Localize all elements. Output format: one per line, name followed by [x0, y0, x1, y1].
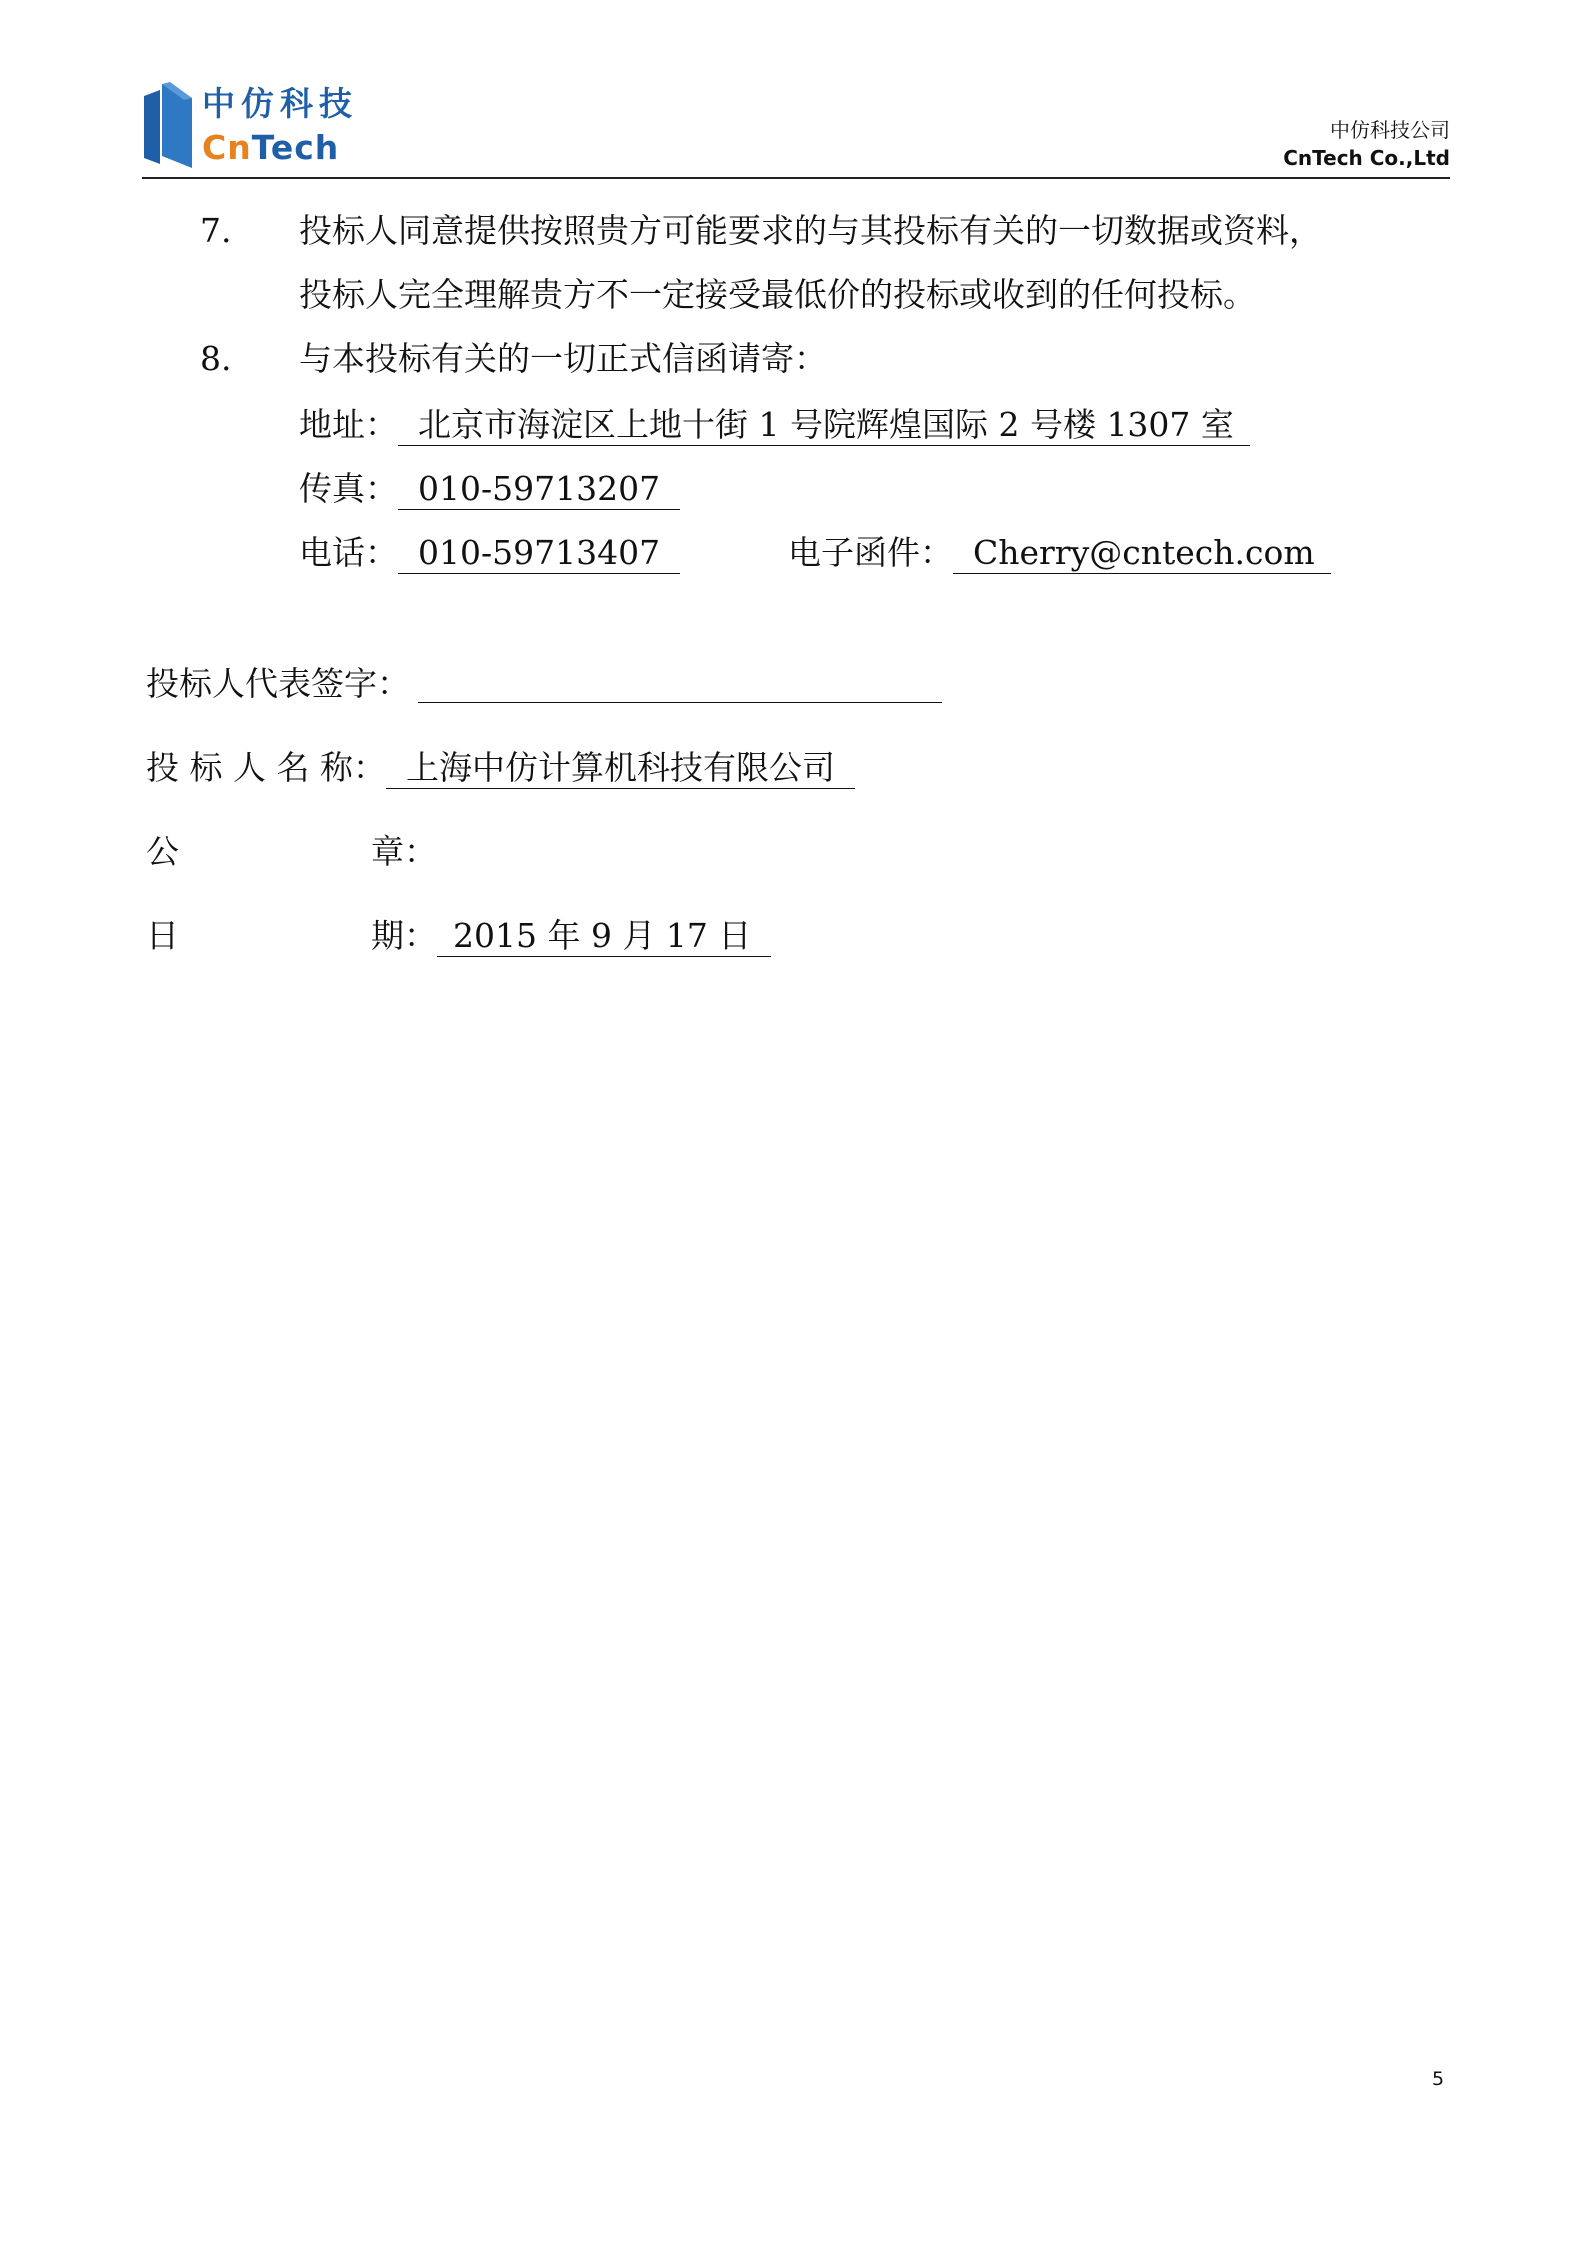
representative-signature-line	[418, 662, 942, 703]
logo-text-cn: 中仿科技	[202, 84, 358, 123]
date-label-b: 期：	[371, 916, 437, 955]
email-row	[788, 531, 1331, 575]
representative-label: 投标人代表签字：	[146, 664, 410, 703]
logo-text-en-suffix: Tech	[251, 128, 340, 167]
phone-value: 010-59713407	[398, 533, 680, 574]
bidder-name-value: 上海中仿计算机科技有限公司	[386, 748, 855, 789]
address-label: 地址：	[299, 405, 398, 444]
header-company-en: CnTech Co.,Ltd	[1283, 146, 1450, 170]
page-number: 5	[1432, 2068, 1445, 2090]
logo-text-en	[202, 128, 339, 167]
item-number: 8.	[200, 339, 232, 378]
date-row	[371, 914, 771, 958]
address-value: 北京市海淀区上地十街 1 号院辉煌国际 2 号楼 1307 室	[398, 405, 1250, 446]
fax-value: 010-59713207	[398, 469, 680, 510]
email-label: 电子函件：	[788, 533, 953, 572]
header-company-cn: 中仿科技公司	[1330, 118, 1450, 142]
email-value: Cherry@cntech.com	[953, 533, 1331, 574]
logo-mark-icon	[140, 80, 196, 172]
seal-label-a: 公	[146, 832, 179, 871]
address-row	[299, 403, 1250, 447]
date-label-a: 日	[146, 916, 179, 955]
representative-row	[146, 662, 942, 706]
seal-label-b: 章：	[371, 832, 437, 871]
item-number: 7.	[200, 211, 232, 250]
bidder-name-label: 投 标 人 名 称：	[146, 748, 386, 787]
company-logo	[140, 78, 400, 174]
fax-label: 传真：	[299, 469, 398, 508]
logo-text-en-prefix: Cn	[202, 128, 252, 167]
header-company	[1283, 116, 1450, 172]
item-line: 与本投标有关的一切正式信函请寄：	[299, 339, 827, 378]
header-rule	[142, 177, 1450, 179]
phone-label: 电话：	[299, 533, 398, 572]
date-value: 2015 年 9 月 17 日	[437, 916, 771, 957]
bidder-name-row	[146, 746, 855, 790]
item-line: 投标人同意提供按照贵方可能要求的与其投标有关的一切数据或资料，	[299, 211, 1322, 250]
item-line: 投标人完全理解贵方不一定接受最低价的投标或收到的任何投标。	[299, 275, 1256, 314]
fax-row	[299, 467, 680, 511]
phone-row	[299, 531, 680, 575]
